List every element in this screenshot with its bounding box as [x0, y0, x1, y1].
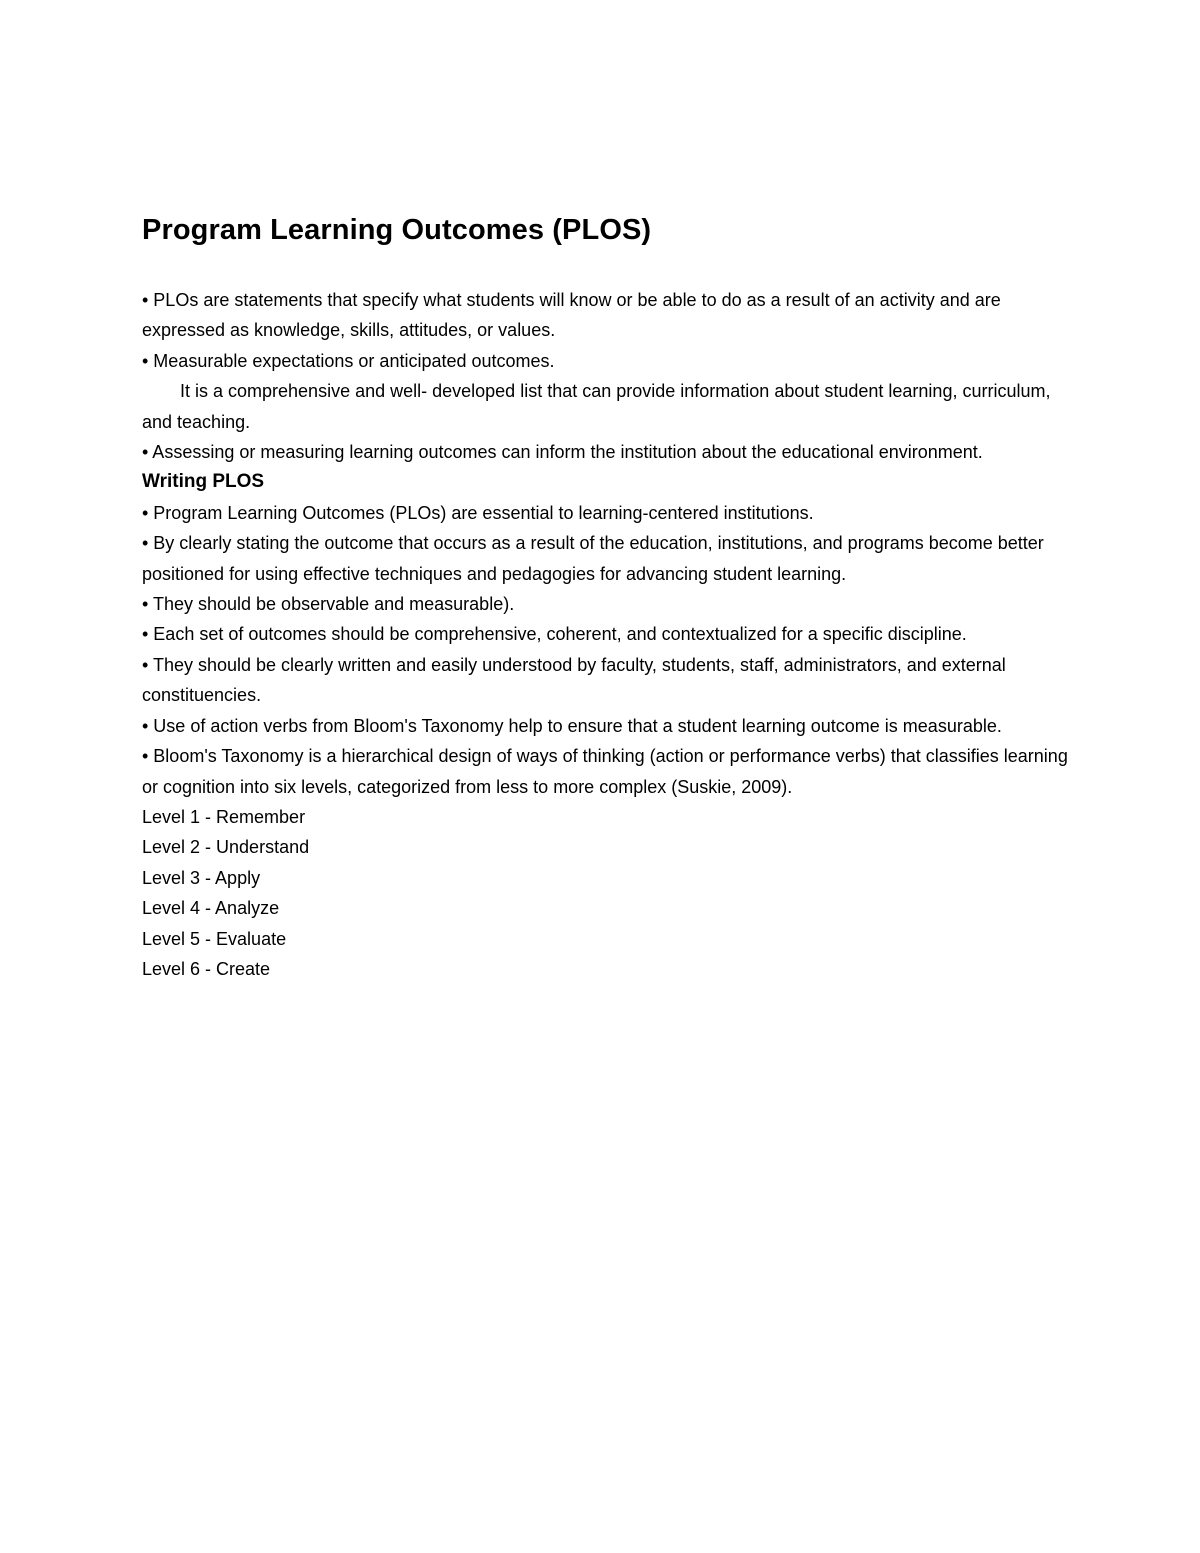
bloom-level-item: Level 1 - Remember — [142, 806, 306, 827]
document-body — [142, 210, 1072, 984]
plos-paragraph: • Assessing or measuring learning outcomes can inform the institution about the educational environment. — [142, 442, 983, 463]
writing-plos-section — [142, 467, 1072, 984]
plos-paragraph-indented: It is a comprehensive and well- developed list that can provide information about student learning, curriculum, and teaching. — [142, 381, 1051, 432]
bloom-level-item: Level 5 - Evaluate — [142, 928, 287, 949]
writing-paragraph: • Use of action verbs from Bloom's Taxonomy help to ensure that a student learning outcome is measurable. — [142, 715, 1002, 736]
bloom-level-item: Level 4 - Analyze — [142, 898, 280, 919]
bloom-levels-list — [142, 802, 1072, 984]
writing-paragraph: • Each set of outcomes should be comprehensive, coherent, and contextualized for a specific discipline. — [142, 624, 967, 645]
writing-paragraph: • They should be clearly written and easily understood by faculty, students, staff, administrators, and external constituencies. — [142, 654, 1006, 706]
writing-paragraph: • By clearly stating the outcome that occurs as a result of the education, institutions, and programs become better positioned for using effective techniques and pedagogies for advancing student learning. — [142, 533, 1044, 584]
writing-paragraph: • Bloom's Taxonomy is a hierarchical design of ways of thinking (action or performance verbs) that classifies learning or cognition into six levels, categorized from less to more complex (Suskie, 2009). — [142, 746, 1068, 797]
plos-paragraph: • PLOs are statements that specify what students will know or be able to do as a result of an activity and are expressed as knowledge, skills, attitudes, or values. — [142, 290, 1001, 341]
writing-paragraph: • They should be observable and measurable). — [142, 594, 515, 615]
writing-paragraph: • Program Learning Outcomes (PLOs) are essential to learning-centered institutions. — [142, 502, 814, 523]
bloom-level-item: Level 2 - Understand — [142, 837, 310, 858]
bloom-level-item: Level 6 - Create — [142, 958, 271, 979]
section-heading: Writing PLOS — [142, 471, 265, 493]
plos-section — [142, 285, 1072, 467]
page-title: Program Learning Outcomes (PLOS) — [142, 214, 652, 246]
bloom-level-item: Level 3 - Apply — [142, 867, 261, 888]
plos-paragraph: • Measurable expectations or anticipated outcomes. — [142, 350, 555, 371]
